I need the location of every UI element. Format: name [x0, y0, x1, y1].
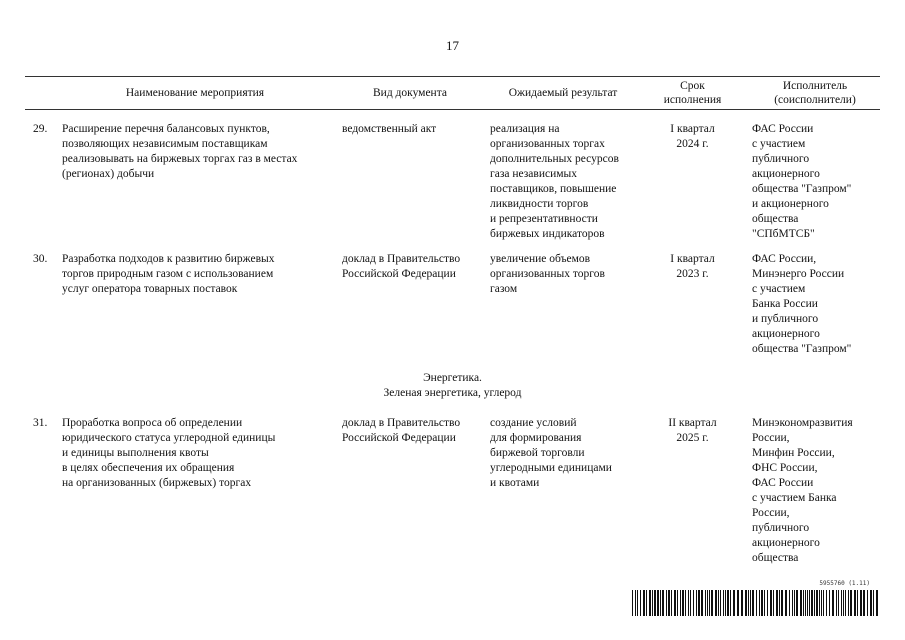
barcode-bar [646, 590, 647, 616]
header-result: Ожидаемый результат [508, 87, 618, 99]
barcode-bar [805, 590, 806, 616]
barcode-bar [800, 590, 802, 616]
row-31-result: создание условий для формирования биржевой торговли углеродными единицами и квотами [490, 417, 612, 489]
barcode-number: 5955760 (1.11) [819, 580, 870, 587]
barcode-bar [709, 590, 710, 616]
header-name: Наименование мероприятия [125, 87, 265, 99]
barcode-bar [811, 590, 813, 616]
header-doc-type: Вид документа [373, 87, 447, 99]
barcode-bar [863, 590, 865, 616]
barcode-bar [854, 590, 856, 616]
barcode-bar [857, 590, 858, 616]
barcode-bar [826, 590, 827, 616]
barcode-bar [776, 590, 778, 616]
barcode-bar [657, 590, 659, 616]
barcode-bar [701, 590, 703, 616]
table-header-rule [25, 109, 880, 110]
barcode-bar [654, 590, 656, 616]
row-31-deadline: II квартал 2025 г. [668, 417, 717, 444]
barcode-bars [632, 590, 882, 616]
barcode-bar [666, 590, 667, 616]
barcode-bar [836, 590, 837, 616]
row-30-number: 30. [33, 253, 48, 265]
row-30-name: Разработка подходов к развитию биржевых торгов природным газом с использованием услуг оператора товарных поставок [62, 253, 275, 295]
barcode-bar [660, 590, 661, 616]
section-heading-energy: Энергетика. [423, 372, 482, 384]
row-31-number: 31. [33, 417, 48, 429]
row-29-name: Расширение перечня балансовых пунктов, позволяющих независимым поставщикам реализовывать на биржевых торгах газ в местах (регионах) добычи [62, 123, 298, 180]
barcode-bar [756, 590, 757, 616]
barcode-bar [696, 590, 697, 616]
barcode-bar [785, 590, 787, 616]
barcode-bar [690, 590, 691, 616]
barcode-bar [707, 590, 708, 616]
barcode [632, 580, 882, 630]
section-heading-green: Зеленая энергетика, углерод [383, 387, 522, 399]
barcode-bar [688, 590, 689, 616]
barcode-bar [727, 590, 729, 616]
header-deadline: Срок исполнения [663, 80, 722, 106]
barcode-bar [685, 590, 686, 616]
barcode-bar [693, 590, 694, 616]
row-29-executor: ФАС России с участием публичного акционерного общества "Газпром" и акционерного общества "СПбМТСБ" [752, 123, 852, 240]
barcode-bar [711, 590, 713, 616]
barcode-bar [741, 590, 743, 616]
row-30-doc-type: доклад в Правительство Российской Федерации [342, 253, 461, 280]
barcode-bar [680, 590, 681, 616]
barcode-bar [718, 590, 719, 616]
barcode-bar [733, 590, 735, 616]
barcode-bar [759, 590, 760, 616]
barcode-bar [637, 590, 638, 616]
barcode-bar [829, 590, 830, 616]
barcode-bar [873, 590, 874, 616]
barcode-bar [870, 590, 872, 616]
barcode-bar [814, 590, 815, 616]
barcode-bar [789, 590, 790, 616]
barcode-bar [781, 590, 783, 616]
barcode-bar [823, 590, 824, 616]
barcode-bar [841, 590, 842, 616]
barcode-bar [850, 590, 852, 616]
row-29-deadline: I квартал 2024 г. [670, 123, 715, 150]
barcode-bar [838, 590, 839, 616]
barcode-bar [779, 590, 780, 616]
barcode-bar [876, 590, 878, 616]
barcode-bar [715, 590, 717, 616]
barcode-bar [677, 590, 678, 616]
barcode-bar [752, 590, 754, 616]
barcode-bar [803, 590, 804, 616]
barcode-bar [737, 590, 739, 616]
barcode-bar [640, 590, 641, 616]
barcode-bar [674, 590, 676, 616]
barcode-bar [770, 590, 772, 616]
barcode-bar [705, 590, 706, 616]
barcode-bar [819, 590, 820, 616]
barcode-bar [764, 590, 765, 616]
page-number: 17 [446, 38, 459, 53]
row-30-result: увеличение объемов организованных торгов газом [490, 253, 605, 295]
barcode-bar [643, 590, 645, 616]
barcode-bar [821, 590, 822, 616]
barcode-bar [662, 590, 664, 616]
barcode-bar [748, 590, 749, 616]
barcode-bar [816, 590, 818, 616]
barcode-bar [807, 590, 808, 616]
row-31-name: Проработка вопроса об определении юридического статуса углеродной единицы и единицы выполнения квоты в целях обеспечения их обращения на организованных (биржевых) торгах [62, 417, 276, 489]
barcode-bar [682, 590, 684, 616]
barcode-bar [767, 590, 768, 616]
barcode-bar [867, 590, 868, 616]
barcode-bar [652, 590, 653, 616]
barcode-bar [750, 590, 751, 616]
row-29-result: реализация на организованных торгах дополнительных ресурсов газа независимых поставщиков, повышение ликвидности торгов и репрезентативности биржевых индикаторов [490, 123, 619, 240]
barcode-bar [845, 590, 846, 616]
barcode-bar [860, 590, 862, 616]
barcode-bar [809, 590, 810, 616]
row-29-doc-type: ведомственный акт [342, 123, 437, 135]
barcode-bar [745, 590, 747, 616]
barcode-bar [635, 590, 636, 616]
barcode-bar [773, 590, 774, 616]
barcode-bar [723, 590, 724, 616]
barcode-bar [730, 590, 731, 616]
barcode-bar [761, 590, 763, 616]
barcode-bar [792, 590, 793, 616]
barcode-bar [671, 590, 672, 616]
barcode-bar [720, 590, 721, 616]
barcode-bar [843, 590, 844, 616]
barcode-bar [796, 590, 798, 616]
header-executor: Исполнитель (соисполнители) [774, 80, 856, 106]
barcode-bar [794, 590, 795, 616]
row-30-deadline: I квартал 2023 г. [670, 253, 715, 280]
barcode-bar [832, 590, 834, 616]
row-31-executor: Минэкономразвития России, Минфин России, ФНС России, ФАС России с участием Банка России, публичного акционерного общества [752, 417, 853, 564]
row-31-doc-type: доклад в Правительство Российской Федерации [342, 417, 461, 444]
barcode-bar [668, 590, 670, 616]
row-29-number: 29. [33, 123, 48, 135]
table-top-rule [25, 76, 880, 77]
row-30-executor: ФАС России, Минэнерго России с участием Банка России и публичного акционерного общества "Газпром" [752, 253, 852, 355]
barcode-bar [632, 590, 633, 616]
barcode-bar [698, 590, 700, 616]
barcode-bar [725, 590, 726, 616]
barcode-bar [649, 590, 651, 616]
barcode-bar [848, 590, 849, 616]
